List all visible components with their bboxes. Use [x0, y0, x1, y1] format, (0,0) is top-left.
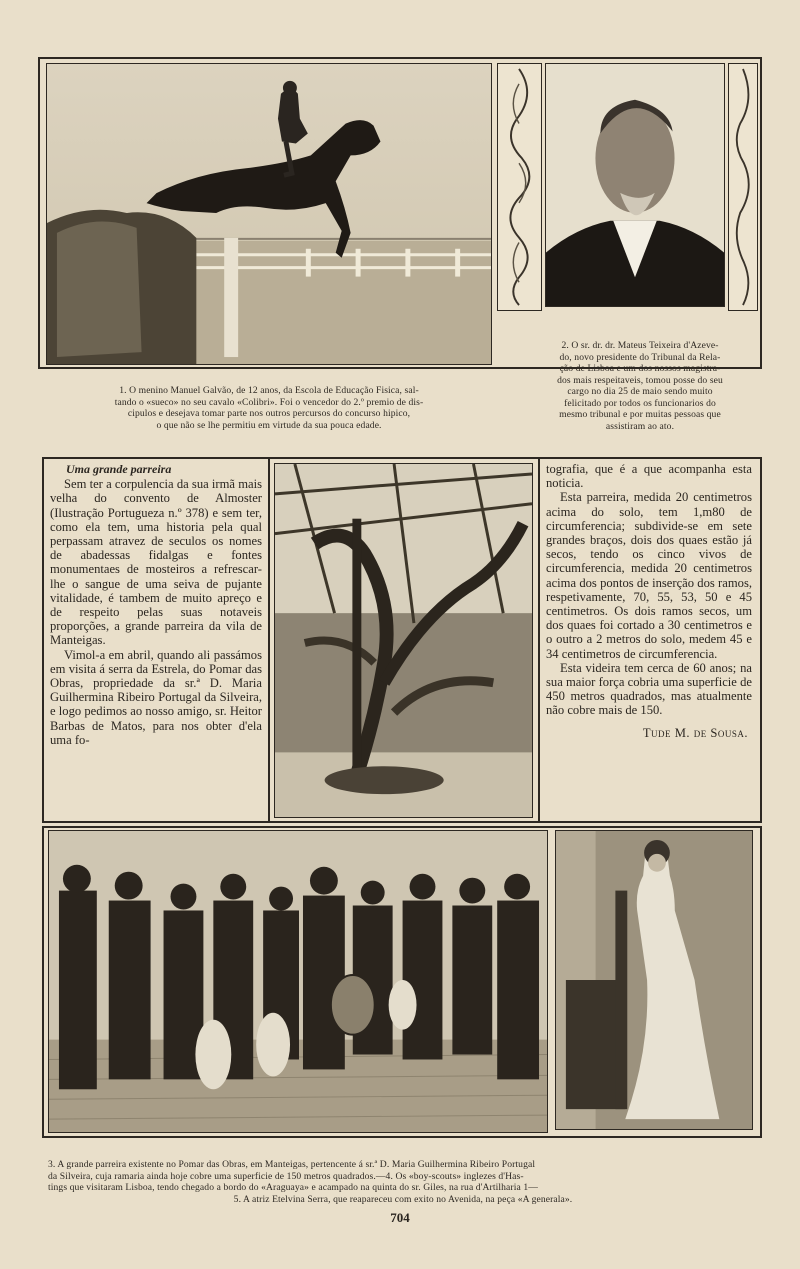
article-column-left — [50, 462, 262, 818]
ornament-right — [728, 63, 758, 311]
article-paragraph: Vimol-a em abril, quando ali passámos em visita á serra da Estrela, do Pomar das Obras, propriedade da sr.ª D. Maria Guilhermina Ribeiro Portugal da Silveira, e logo pedimos ao nosso amigo, sr. Heitor Barbas de Matos, para nos obter d'ela uma fo- — [50, 647, 262, 747]
article-author: Tude M. de Sousa. — [642, 725, 748, 740]
article-paragraph: Esta parreira, medida 20 centimetros acima do solo, tem 1,m80 de circumferencia; subdivide-se em sete grandes braços, dois dos quaes estão já secos, tendo os cinco vivos de circumferencia, medida 20 centimetros acima dos pontos de inserção dos ramos, respetivamente, 70, 55, 53, 50 e 45 centimetros. Os dois ramos secos, um dos quaes foi cortado a 30 centimetros e o outro a 2 metros do solo, medem 45 e 34 centimetros de circumferencia. — [546, 490, 752, 661]
article-column-right — [546, 462, 752, 818]
caption-1-line: cipulos e desejava tomar parte nos outros percursos do concurso hipico, — [127, 408, 411, 419]
article-paragraph: Sem ter a corpulencia da sua irmã mais velha do convento de Almoster (Ilustração Portugueza n.º 378) e sem ter, como ela tem, uma historia pela qual perpassam atravez de seculos os nomes de abadessas fidalgas e fontes monumentaes de mosteiros a refrescar-lhe o sangue de uma seiva de pujante vitalidade, é tambem de muito apreço e de respeito pelas suas notaveis proporções, a grande parreira da vila de Manteigas. — [50, 477, 262, 648]
article-paragraph: Esta videira tem cerca de 60 anos; na sua maior força cobria uma superficie de 450 metros quadrados, mas atualmente não cobre mais de 150. — [546, 660, 752, 718]
column-divider — [268, 458, 270, 822]
article-paragraph: tografia, que é a que acompanha esta noticia. — [546, 462, 752, 491]
caption-2-line: 2. O sr. dr. dr. Mateus Teixeira d'Azeve- — [561, 340, 719, 351]
caption-2-line: cargo no dia 25 de maio sendo muito — [567, 386, 713, 397]
caption-3 — [48, 1159, 758, 1205]
horse-rider-image — [47, 64, 491, 364]
caption-2-line: assistiram ao ato. — [605, 420, 675, 432]
caption-3-line: 3. A grande parreira existente no Pomar das Obras, em Manteigas, pertencente á sr.ª D. Maria Guilhermina Ribeiro Portugal — [48, 1159, 536, 1170]
caption-2-line: felicitado por todos os funcionarios do — [564, 397, 716, 409]
caption-1-line: o que não se lhe permitiu em virtude da sua pouca edade. — [156, 419, 382, 431]
caption-1-line: tando o «sueco» no seu cavalo «Colibri». Foi o vencedor do 2.º premio de dis- — [114, 396, 424, 408]
page-number: 704 — [390, 1210, 410, 1225]
photo-actress — [555, 830, 753, 1130]
caption-2 — [520, 340, 760, 432]
column-divider — [538, 458, 540, 822]
photo-portrait-magistrate — [545, 63, 725, 307]
caption-2-line: dos mais respeitaveis, tomou posse do seu — [557, 374, 723, 386]
caption-2-line: do, novo presidente do Tribunal da Rela- — [559, 351, 721, 363]
caption-3-line: 5. A atriz Etelvina Serra, que reapareceu com exito no Avenida, na peça «A generala». — [233, 1193, 573, 1205]
ornament-left — [497, 63, 542, 311]
photo-boy-scouts — [48, 830, 548, 1133]
caption-1-line: 1. O menino Manuel Galvão, de 12 anos, da Escola de Educação Fisica, sal- — [119, 385, 419, 396]
caption-2-line: ção de Lisboa e um dos nossos magistra- — [559, 363, 721, 374]
caption-3-line: tings que visitaram Lisboa, tendo chegado a bordo do «Araguaya» e acampado na quinta do sr. Giles, na rua d'Artilharia 1— — [48, 1182, 538, 1193]
caption-3-line: da Silveira, cuja ramaria ainda hoje cobre uma superficie de 150 metros quadrados.—4. Os «boy-scouts» inglezes d'Has- — [48, 1170, 524, 1182]
caption-2-line: mesmo tribunal e por muitas pessoas que — [559, 409, 721, 420]
caption-1 — [46, 385, 492, 431]
photo-horse-jump — [46, 63, 492, 365]
article-title: Uma grande parreira — [66, 462, 172, 476]
photo-grapevine — [274, 463, 533, 818]
